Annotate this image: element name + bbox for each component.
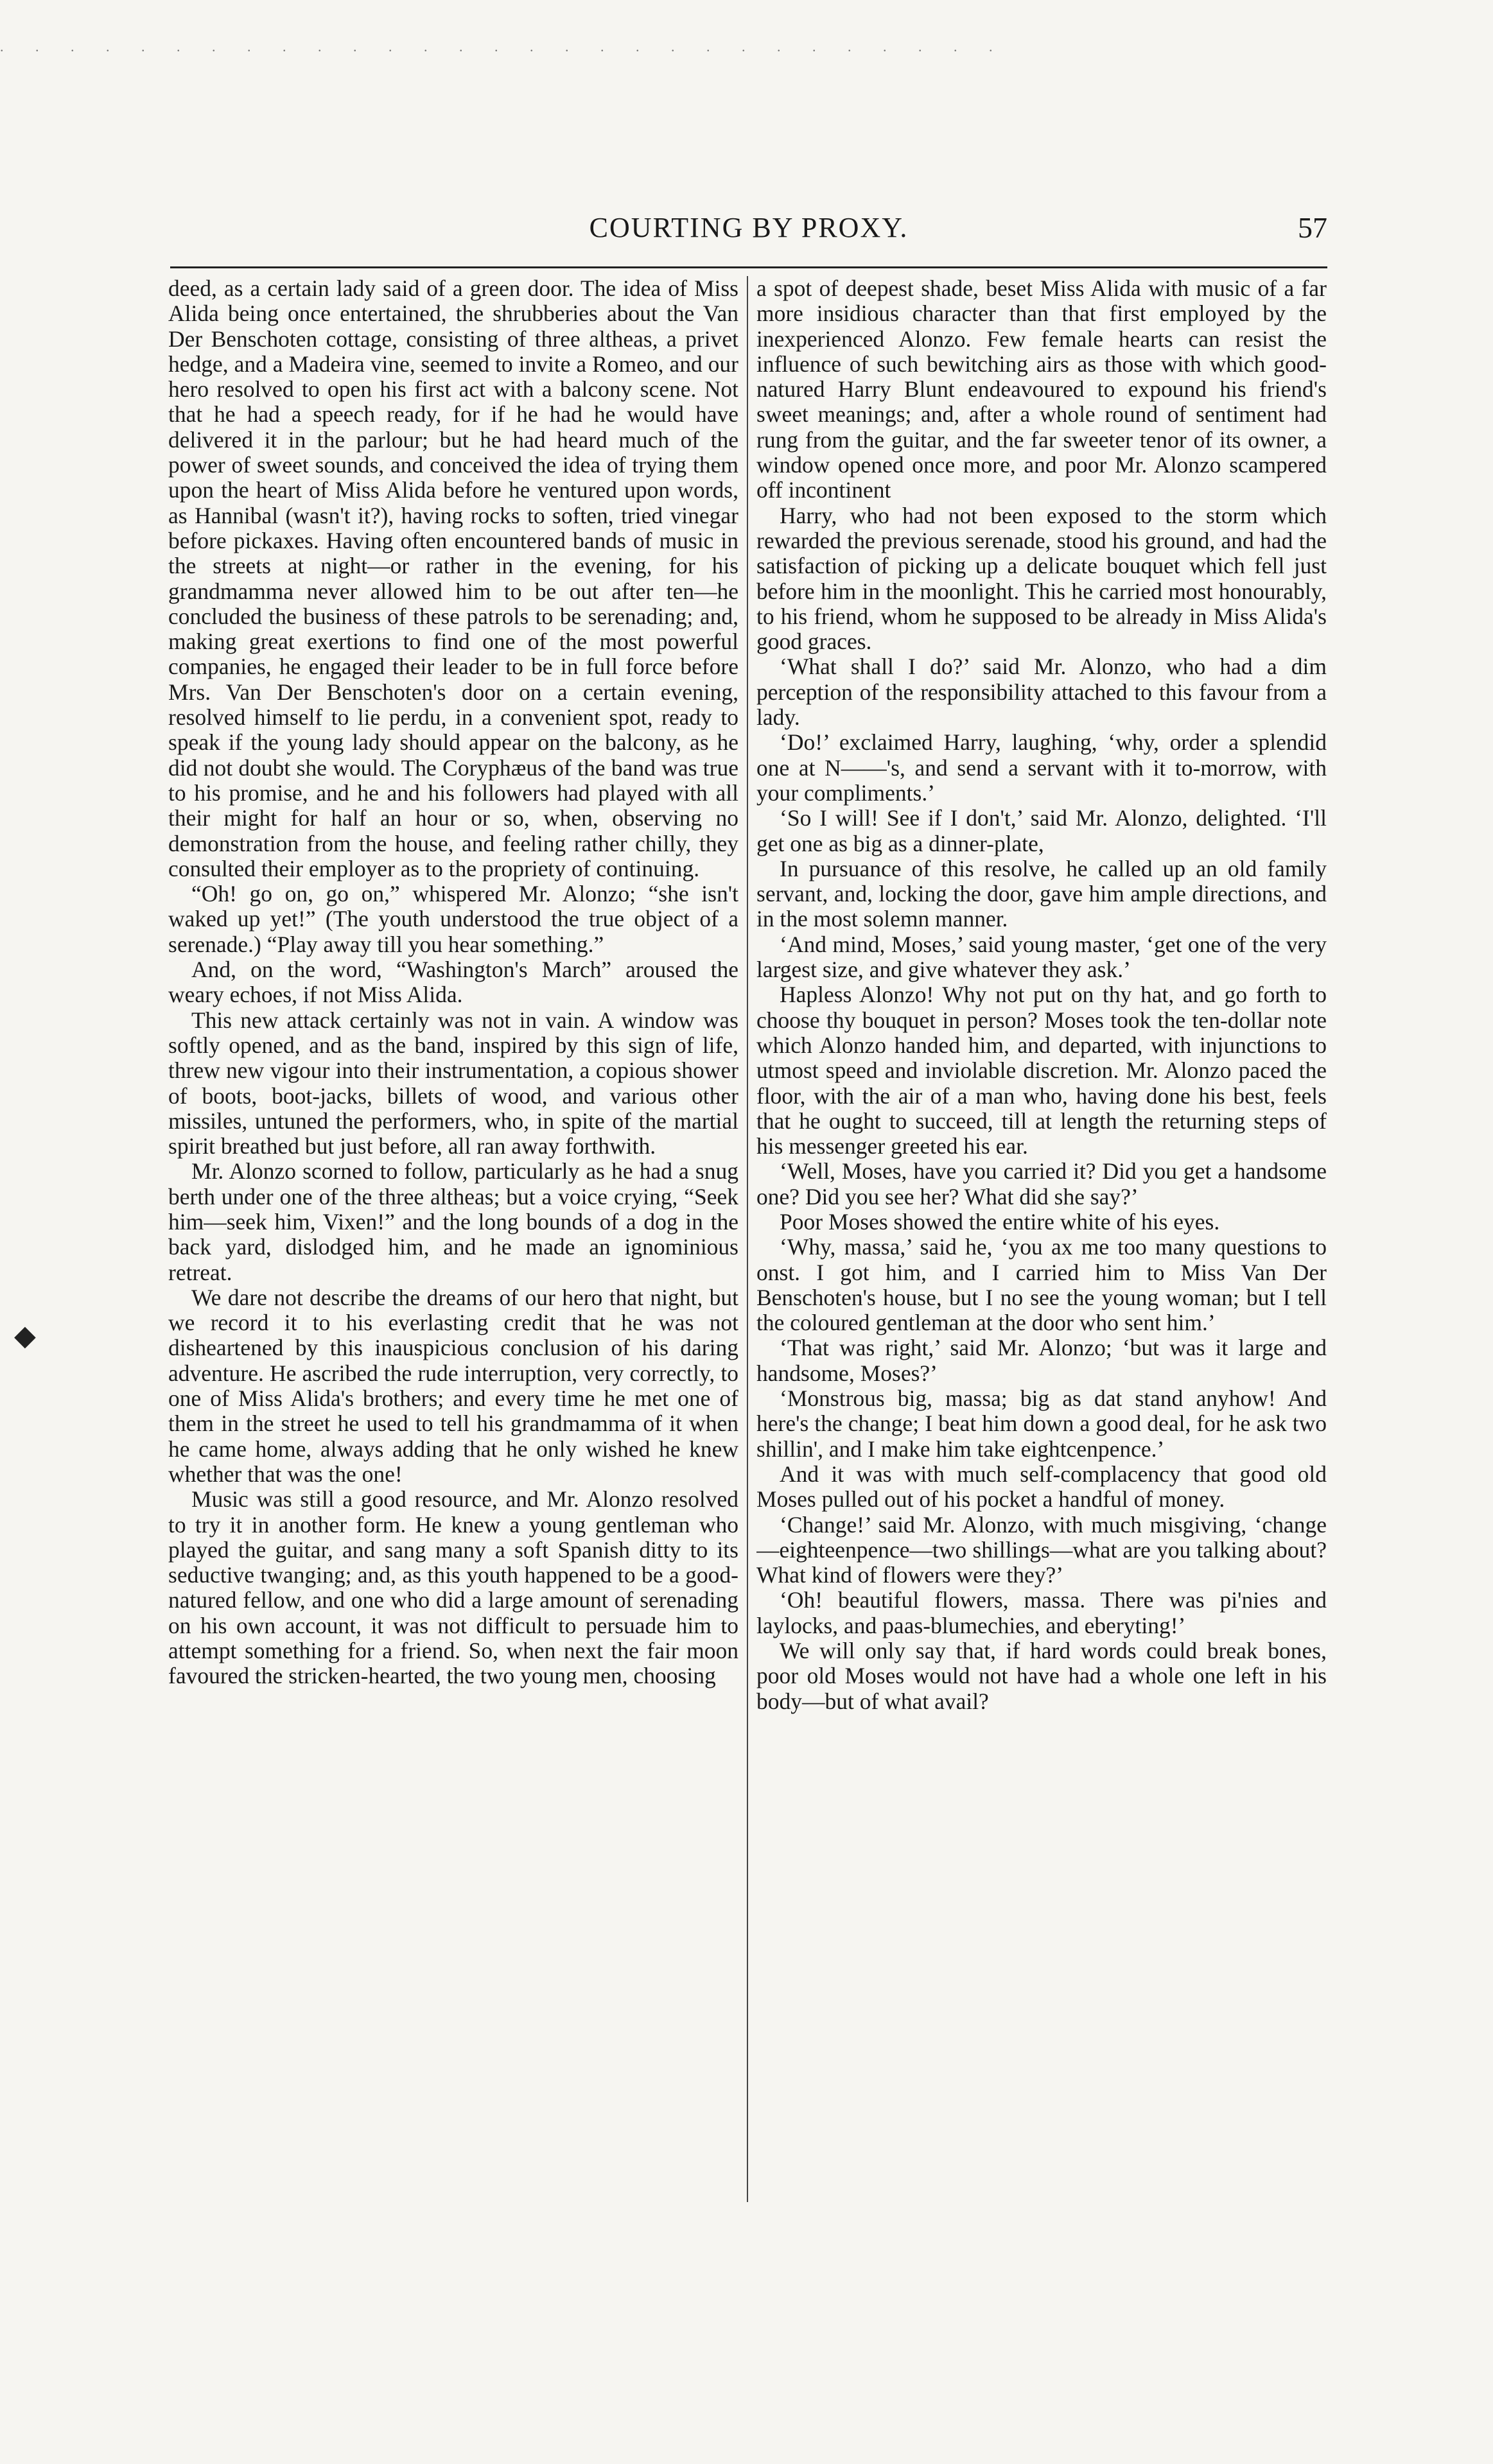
paragraph: deed, as a certain lady said of a green door. The idea of Miss Alida being once entertained, the shrubberies about the Van Der Benschoten cottage, consisting of three altheas, a privet hedge, and a Madeira vine, seemed to invite a Romeo, and our hero resolved to open his first act with a balcony scene. Not that he had a speech ready, for if he had he would have delivered it in the parlour; but he had heard much of the power of sweet sounds, and conceived the idea of trying them upon the heart of Miss Alida before he ventured upon words, as Hannibal (wasn't it?), having rocks to soften, tried vinegar before pickaxes. Having often encountered bands of music in the streets at night—or rather in the evening, for his grandmamma never allowed him to be out after ten—he concluded the business of these patrols to be serenading; and, making great exertions to find one of the most powerful companies, he engaged their leader to be in full force before Mrs. Van Der Benschoten's door on a certain evening, resolved himself to lie perdu, in a convenient spot, ready to speak if the young lady should appear on the balcony, as he did not doubt she would. The Coryphæus of the band was true to his promise, and he and his followers had played with all their might for half an hour or so, when, observing no demonstration from the house, and feeling rather chilly, they consulted their employer as to the propriety of continuing. (168, 276, 738, 881)
paragraph: ‘So I will! See if I don't,’ said Mr. Alonzo, delighted. ‘I'll get one as big as a dinner-plate, (756, 805, 1327, 856)
paragraph: Hapless Alonzo! Why not put on thy hat, and go forth to choose thy bouquet in person? Moses took the ten-dollar note which Alonzo handed him, and departed, with injunctions to utmost speed and inviolable discretion. Mr. Alonzo paced the floor, with the air of a man who, having done his best, feels that he ought to succeed, till at length the returning steps of his messenger greeted his ear. (756, 982, 1327, 1159)
paragraph: “Oh! go on, go on,” whispered Mr. Alonzo; “she isn't waked up yet!” (The youth understood the true object of a serenade.) “Play away till you hear something.” (168, 881, 738, 957)
paragraph: ‘That was right,’ said Mr. Alonzo; ‘but was it large and handsome, Moses?’ (756, 1335, 1327, 1386)
paragraph: We dare not describe the dreams of our hero that night, but we record it to his everlasting credit that he was not disheartened by this inauspicious conclusion of his daring adventure. He ascribed the rude interruption, very correctly, to one of Miss Alida's brothers; and every time he met one of them in the street he used to tell his grandmamma of it when he came home, always adding that he only wished he knew whether that was the one! (168, 1284, 738, 1487)
paragraph: ‘Change!’ said Mr. Alonzo, with much misgiving, ‘change—eighteenpence—two shillings—what are you talking about? What kind of flowers were they?’ (756, 1511, 1327, 1588)
paragraph: ‘What shall I do?’ said Mr. Alonzo, who had a dim perception of the responsibility attached to this favour from a lady. (756, 654, 1327, 731)
edge-specks: . . . . . . . . . . . . . . . . . . . . . . . . . . . . . (0, 39, 1007, 55)
page-header (170, 209, 1327, 260)
paragraph: In pursuance of this resolve, he called up an old family servant, and, locking the door, gave him ample directions, and in the most solemn manner. (756, 855, 1327, 932)
left-column (168, 276, 738, 2208)
paragraph: Poor Moses showed the entire white of his eyes. (780, 1208, 1220, 1235)
paragraph: a spot of deepest shade, beset Miss Alida with music of a far more insidious character than that first employed by the inexperienced Alonzo. Few female hearts can resist the influence of such bewitching airs as those with which good-natured Harry Blunt endeavoured to expound his friend's sweet meanings; and, after a whole round of sentiment had rung from the guitar, and the far sweeter tenor of its owner, a window opened once more, and poor Mr. Alonzo scampered off incontinent (756, 276, 1327, 503)
paragraph: ‘Do!’ exclaimed Harry, laughing, ‘why, order a splendid one at N——'s, and send a servant with it to-morrow, with your compliments.’ (756, 729, 1327, 806)
column-divider (747, 276, 748, 2202)
paragraph: We will only say that, if hard words could break bones, poor old Moses would not have had a whole one left in his body—but of what avail? (756, 1638, 1327, 1714)
page-number: 57 (1298, 211, 1327, 244)
paragraph: ‘And mind, Moses,’ said young master, ‘get one of the very largest size, and give whatever they ask.’ (756, 931, 1327, 983)
margin-arrow-icon: ◆ (14, 1320, 36, 1351)
paragraph: ‘Why, massa,’ said he, ‘you ax me too many questions to onst. I got him, and I carried him to Miss Van Der Benschoten's house, but I no see the young woman; but I tell the coloured gentleman at the door who sent him.’ (756, 1234, 1327, 1336)
paragraph: Harry, who had not been exposed to the storm which rewarded the previous serenade, stood his ground, and had the satisfaction of picking up a delicate bouquet which fell just before him in the moonlight. This he carried most honourably, to his friend, whom he supposed to be already in Miss Alida's good graces. (756, 502, 1327, 655)
paragraph: ‘Oh! beautiful flowers, massa. There was pi'nies and laylocks, and paas-blumechies, and eberyting!’ (756, 1587, 1327, 1638)
paragraph: And, on the word, “Washington's March” aroused the weary echoes, if not Miss Alida. (168, 957, 738, 1008)
paragraph: Music was still a good resource, and Mr. Alonzo resolved to try it in another form. He knew a young gentleman who played the guitar, and sang many a soft Spanish ditty to its seductive twanging; and, as this youth happened to be a good-natured fellow, and one who did a large amount of serenading on his own account, it was not difficult to persuade him to attempt something for a friend. So, when next the fair moon favoured the stricken-hearted, the two young men, choosing (168, 1486, 738, 1689)
right-column (756, 276, 1327, 2208)
paragraph: ‘Monstrous big, massa; big as dat stand anyhow! And here's the change; I beat him down a good deal, for he ask two shillin', and I make him take eightcenpence.’ (756, 1385, 1327, 1462)
paragraph: Mr. Alonzo scorned to follow, particularly as he had a snug berth under one of the three altheas; but a voice crying, “Seek him—seek him, Vixen!” and the long bounds of a dog in the back yard, dislodged him, and he made an ignominious retreat. (168, 1158, 738, 1285)
paragraph: ‘Well, Moses, have you carried it? Did you get a handsome one? Did you see her? What did she say?’ (756, 1158, 1327, 1210)
paragraph: This new attack certainly was not in vain. A window was softly opened, and as the band, inspired by this sign of life, threw new vigour into their instrumentation, a copious shower of boots, boot-jacks, billets of wood, and various other missiles, untuned the performers, who, in spite of the martial spirit breathed but just before, all ran away forthwith. (168, 1007, 738, 1159)
paragraph: And it was with much self-complacency that good old Moses pulled out of his pocket a handful of money. (756, 1461, 1327, 1513)
running-title: COURTING BY PROXY. (589, 212, 909, 243)
header-rule (170, 266, 1327, 268)
